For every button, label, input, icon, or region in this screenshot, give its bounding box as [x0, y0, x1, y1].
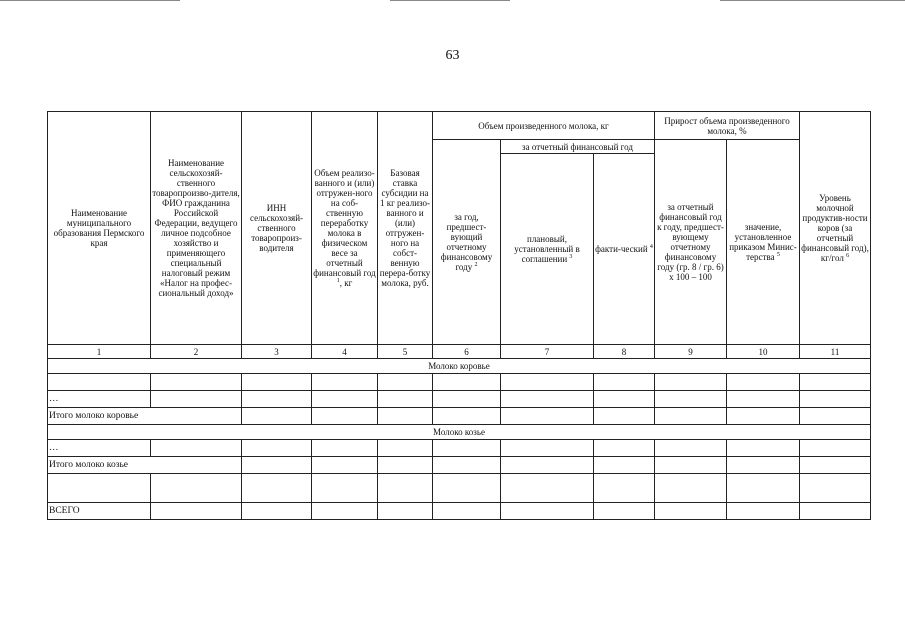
- row-placeholder: …: [48, 391, 151, 408]
- column-number: 9: [655, 345, 727, 359]
- header-planned: [501, 154, 594, 345]
- grand-total-label: ВСЕГО: [48, 503, 151, 520]
- column-number: 10: [727, 345, 800, 359]
- header-planned-text: плановый, установленный в соглашении: [514, 234, 580, 264]
- empty-cell: [594, 374, 655, 391]
- table-row: [48, 374, 871, 391]
- empty-cell: [378, 474, 433, 503]
- footnote-2: 2: [474, 262, 478, 268]
- footnote-6: 6: [846, 253, 850, 259]
- footnote-5: 5: [776, 252, 780, 258]
- header-group-produced-volume: Объем произведенного молока, кг: [433, 112, 655, 140]
- empty-cell: [151, 474, 242, 503]
- row-placeholder: …: [48, 440, 151, 457]
- empty-cell: [378, 440, 433, 457]
- header-productivity-text: Уровень молочной продуктив-ности коров (за отчетный финансовый год), кг/гол: [801, 193, 869, 263]
- column-numbers-row: [48, 345, 871, 359]
- header-growth-ministry-text: значение, установленное приказом Минис-терства: [729, 222, 797, 262]
- header-prev-year-text: за год, предшест-вующий отчетному финансовому году: [440, 212, 493, 272]
- header-municipality: Наименование муниципального образования Пермского края: [48, 112, 151, 345]
- page-number: 63: [445, 48, 460, 63]
- empty-cell: [312, 440, 378, 457]
- table-row: [48, 440, 871, 457]
- scan-edge-top-right: [720, 0, 905, 1]
- empty-cell: [312, 457, 378, 474]
- empty-cell: [151, 374, 242, 391]
- empty-cell: [655, 503, 727, 520]
- empty-cell: [727, 391, 800, 408]
- column-number: 6: [433, 345, 501, 359]
- empty-cell: [800, 374, 871, 391]
- empty-cell: [312, 408, 378, 425]
- empty-cell: [501, 374, 594, 391]
- section-cow-milk: [48, 359, 871, 374]
- section-title-cow-milk: Молоко коровье: [48, 359, 871, 374]
- header-inn: ИНН сельскохозяй-ственного товаропроиз-водителя: [242, 112, 312, 345]
- empty-cell: [433, 440, 501, 457]
- empty-cell: [800, 440, 871, 457]
- empty-cell: [727, 374, 800, 391]
- header-productivity: [800, 112, 871, 345]
- header-sold-volume: [312, 112, 378, 345]
- empty-cell: [501, 474, 594, 503]
- total-goat-milk-label: Итого молоко козье: [48, 457, 242, 474]
- footnote-4: 4: [649, 244, 653, 250]
- empty-cell: [378, 408, 433, 425]
- empty-cell: [727, 503, 800, 520]
- header-actual-text: факти-ческий: [595, 244, 648, 254]
- header-row-1: [48, 112, 871, 140]
- empty-cell: [378, 374, 433, 391]
- table-row: [48, 474, 871, 503]
- total-cow-milk-label: Итого молоко коровье: [48, 408, 242, 425]
- column-number: 1: [48, 345, 151, 359]
- header-growth-fin-year: за отчетный финансовый год к году, предшест-вующему отчетному финансовому году (гр. 8 / гр. 6) х 100 – 100: [655, 140, 727, 345]
- empty-cell: [727, 440, 800, 457]
- empty-cell: [433, 374, 501, 391]
- table-row-grand-total: [48, 503, 871, 520]
- empty-cell: [655, 374, 727, 391]
- header-base-rate: Базовая ставка субсидии на 1 кг реализо-ванного и (или) отгружен-ного на собст-венную перера-ботку молока, руб.: [378, 112, 433, 345]
- empty-cell: [727, 457, 800, 474]
- scan-edge-top-left: [0, 0, 180, 1]
- empty-cell: [800, 391, 871, 408]
- empty-cell: [800, 474, 871, 503]
- empty-cell: [655, 408, 727, 425]
- header-sold-volume-unit: , кг: [339, 278, 353, 288]
- empty-cell: [151, 440, 242, 457]
- empty-cell: [433, 474, 501, 503]
- empty-cell: [655, 440, 727, 457]
- empty-cell: [242, 408, 312, 425]
- scan-edge-top-mid: [390, 0, 510, 1]
- empty-cell: [594, 391, 655, 408]
- footnote-1: 1: [336, 278, 340, 284]
- header-subgroup-fin-year: за отчетный финансовый год: [501, 140, 655, 154]
- column-number: 3: [242, 345, 312, 359]
- empty-cell: [151, 391, 242, 408]
- header-sold-volume-text: Объем реализо-ванного и (или) отгружен-ного на соб-ственную переработку молока в физическом весе за отчетный финансовый год: [313, 168, 376, 278]
- empty-cell: [378, 457, 433, 474]
- empty-cell: [242, 374, 312, 391]
- empty-cell: [501, 503, 594, 520]
- header-growth-ministry: [727, 140, 800, 345]
- empty-cell: [378, 503, 433, 520]
- empty-cell: [594, 474, 655, 503]
- empty-cell: [501, 391, 594, 408]
- header-group-volume-growth: Прирост объема произведенного молока, %: [655, 112, 800, 140]
- empty-cell: [312, 374, 378, 391]
- empty-cell: [242, 474, 312, 503]
- empty-cell: [151, 503, 242, 520]
- empty-cell: [800, 408, 871, 425]
- empty-cell: [433, 503, 501, 520]
- empty-cell: [501, 440, 594, 457]
- milk-subsidy-table: [47, 111, 871, 520]
- header-prev-year-volume: [433, 140, 501, 345]
- empty-cell: [433, 408, 501, 425]
- empty-cell: [242, 503, 312, 520]
- empty-cell: [594, 408, 655, 425]
- column-number: 11: [800, 345, 871, 359]
- column-number: 4: [312, 345, 378, 359]
- column-number: 8: [594, 345, 655, 359]
- header-producer-name: Наименование сельскохозяй-ственного товаропроизво-дителя, ФИО гражданина Российской Федерации, ведущего личное подсобное хозяйство и применяющего специальный налоговый режим «Налог на профес-сиональный доход»: [151, 112, 242, 345]
- empty-cell: [48, 374, 151, 391]
- section-goat-milk: [48, 425, 871, 440]
- empty-cell: [501, 408, 594, 425]
- empty-cell: [655, 391, 727, 408]
- empty-cell: [655, 457, 727, 474]
- empty-cell: [312, 391, 378, 408]
- empty-cell: [48, 474, 151, 503]
- empty-cell: [501, 457, 594, 474]
- empty-cell: [800, 503, 871, 520]
- footnote-3: 3: [569, 254, 573, 260]
- table-row: [48, 391, 871, 408]
- empty-cell: [242, 457, 312, 474]
- empty-cell: [594, 457, 655, 474]
- header-actual: [594, 154, 655, 345]
- empty-cell: [242, 440, 312, 457]
- column-number: 7: [501, 345, 594, 359]
- empty-cell: [727, 408, 800, 425]
- table-row-total-cow: [48, 408, 871, 425]
- empty-cell: [655, 474, 727, 503]
- empty-cell: [433, 457, 501, 474]
- empty-cell: [312, 474, 378, 503]
- empty-cell: [594, 440, 655, 457]
- empty-cell: [242, 391, 312, 408]
- empty-cell: [594, 503, 655, 520]
- column-number: 5: [378, 345, 433, 359]
- empty-cell: [433, 391, 501, 408]
- empty-cell: [800, 457, 871, 474]
- column-number: 2: [151, 345, 242, 359]
- section-title-goat-milk: Молоко козье: [48, 425, 871, 440]
- empty-cell: [727, 474, 800, 503]
- table-row-total-goat: [48, 457, 871, 474]
- empty-cell: [378, 391, 433, 408]
- empty-cell: [312, 503, 378, 520]
